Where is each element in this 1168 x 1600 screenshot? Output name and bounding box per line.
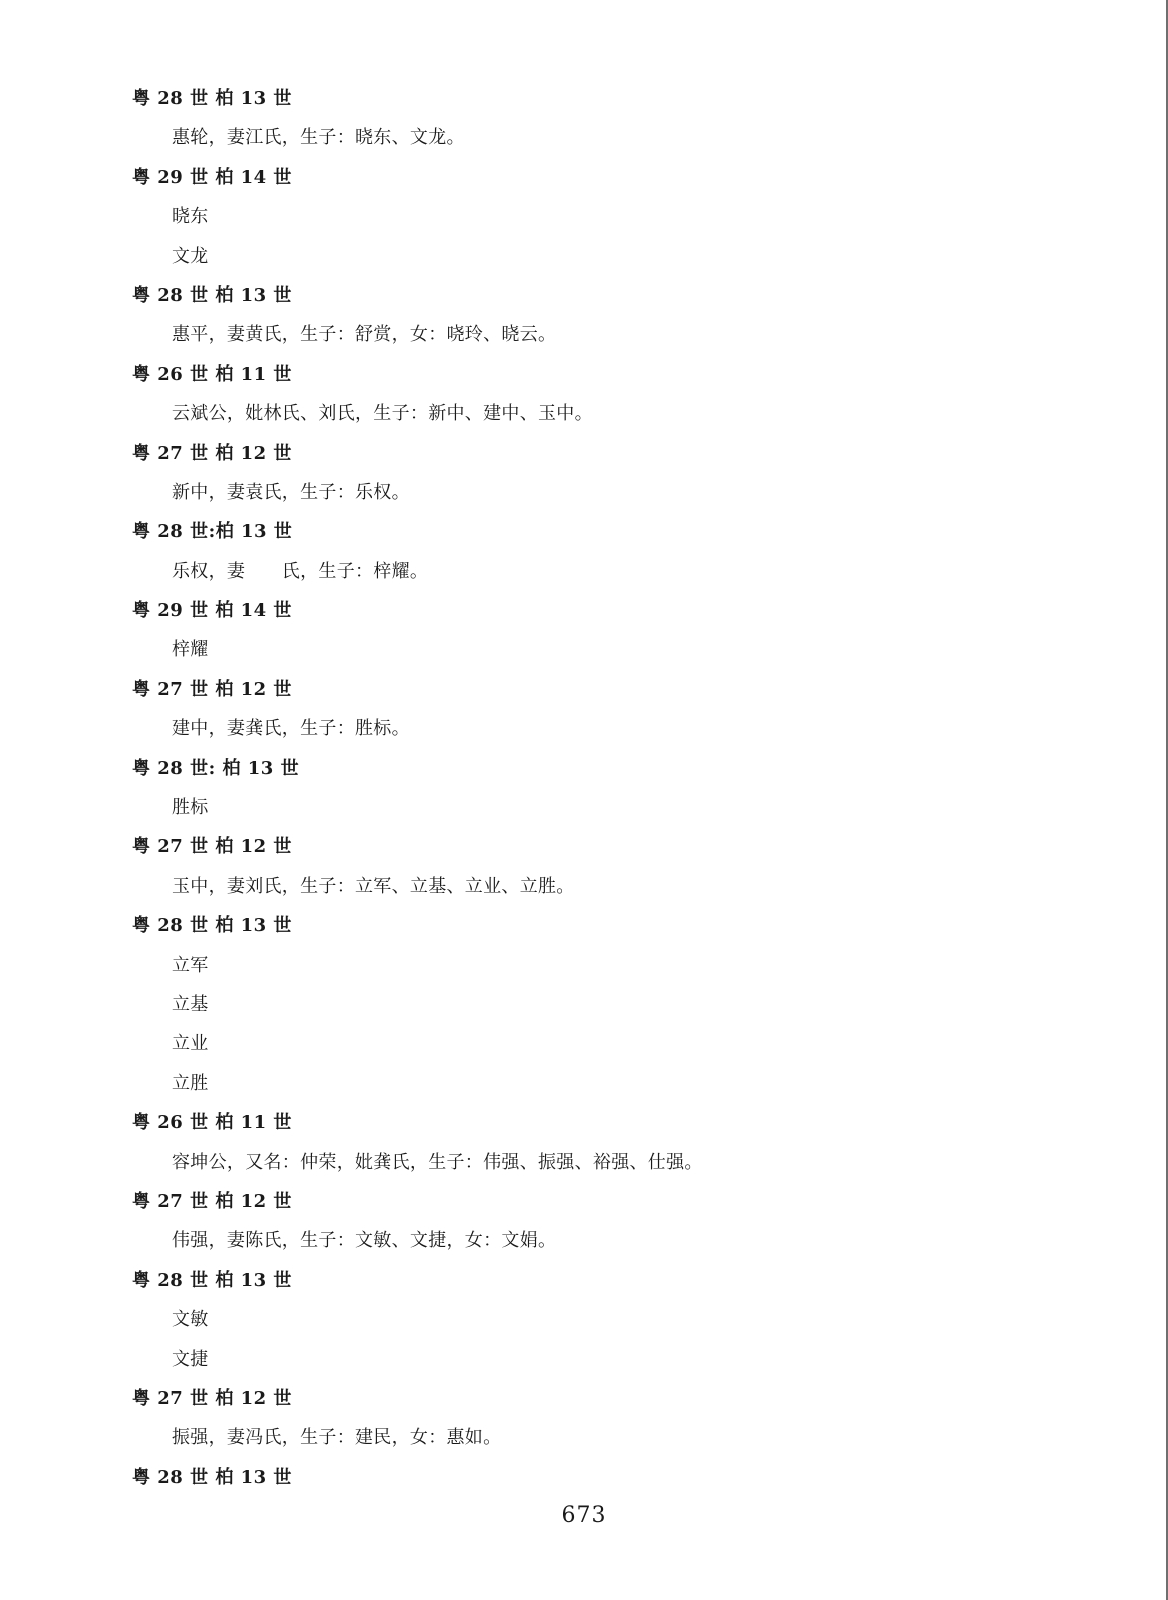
- person-entry: 立业: [172, 1033, 209, 1055]
- person-entry: 伟强，妻陈氏，生子：文敏、文捷，女：文娟。: [172, 1230, 557, 1252]
- person-entry: 立胜: [172, 1072, 209, 1094]
- generation-heading: 粤 27 世 柏 12 世: [132, 1387, 292, 1409]
- person-entry: 容坤公，又名：仲荣，妣龚氏，生子：伟强、振强、裕强、仕强。: [172, 1151, 703, 1173]
- person-entry: 文龙: [172, 245, 209, 267]
- person-entry: 玉中，妻刘氏，生子：立军、立基、立业、立胜。: [172, 875, 575, 897]
- genealogy-lines: [0, 79, 1168, 1497]
- person-entry: 新中，妻袁氏，生子：乐权。: [172, 481, 410, 503]
- generation-heading: 粤 27 世 柏 12 世: [132, 1190, 292, 1212]
- generation-heading: 粤 27 世 柏 12 世: [132, 442, 292, 464]
- generation-heading: 粤 27 世 柏 12 世: [132, 678, 292, 700]
- generation-heading: 粤 29 世 柏 14 世: [132, 166, 292, 188]
- generation-heading: 粤 28 世:柏 13 世: [132, 521, 293, 543]
- person-entry: 立军: [172, 954, 209, 976]
- person-entry: 云斌公，妣林氏、刘氏，生子：新中、建中、玉中。: [172, 403, 593, 425]
- page-number: 673: [561, 1503, 607, 1528]
- person-entry: 乐权，妻 氏，生子：梓耀。: [172, 560, 429, 582]
- generation-heading: 粤 28 世 柏 13 世: [132, 284, 292, 306]
- person-entry: 文敏: [172, 1309, 209, 1331]
- person-entry: 胜标: [172, 797, 209, 819]
- person-entry: 梓耀: [172, 639, 209, 661]
- generation-heading: 粤 26 世 柏 11 世: [132, 1112, 292, 1134]
- person-entry: 惠平，妻黄氏，生子：舒赏，女：哓玲、晓云。: [172, 324, 557, 346]
- generation-heading: 粤 29 世 柏 14 世: [132, 600, 292, 622]
- generation-heading: 粤 28 世 柏 13 世: [132, 915, 292, 937]
- generation-heading: 粤 28 世: 柏 13 世: [132, 757, 300, 779]
- person-entry: 文捷: [172, 1348, 209, 1370]
- person-entry: 晓东: [172, 206, 209, 228]
- generation-heading: 粤 28 世 柏 13 世: [132, 1466, 292, 1488]
- generation-heading: 粤 28 世 柏 13 世: [132, 1269, 292, 1291]
- generation-heading: 粤 28 世 柏 13 世: [132, 88, 292, 109]
- person-entry: 振强，妻冯氏，生子：建民，女：惠如。: [172, 1427, 502, 1449]
- person-entry: 建中，妻龚氏，生子：胜标。: [172, 718, 410, 740]
- generation-heading: 粤 27 世 柏 12 世: [132, 836, 292, 858]
- person-entry: 惠轮，妻江氏，生子：晓东、文龙。: [172, 127, 465, 149]
- person-entry: 立基: [172, 993, 209, 1015]
- generation-heading: 粤 26 世 柏 11 世: [132, 363, 292, 385]
